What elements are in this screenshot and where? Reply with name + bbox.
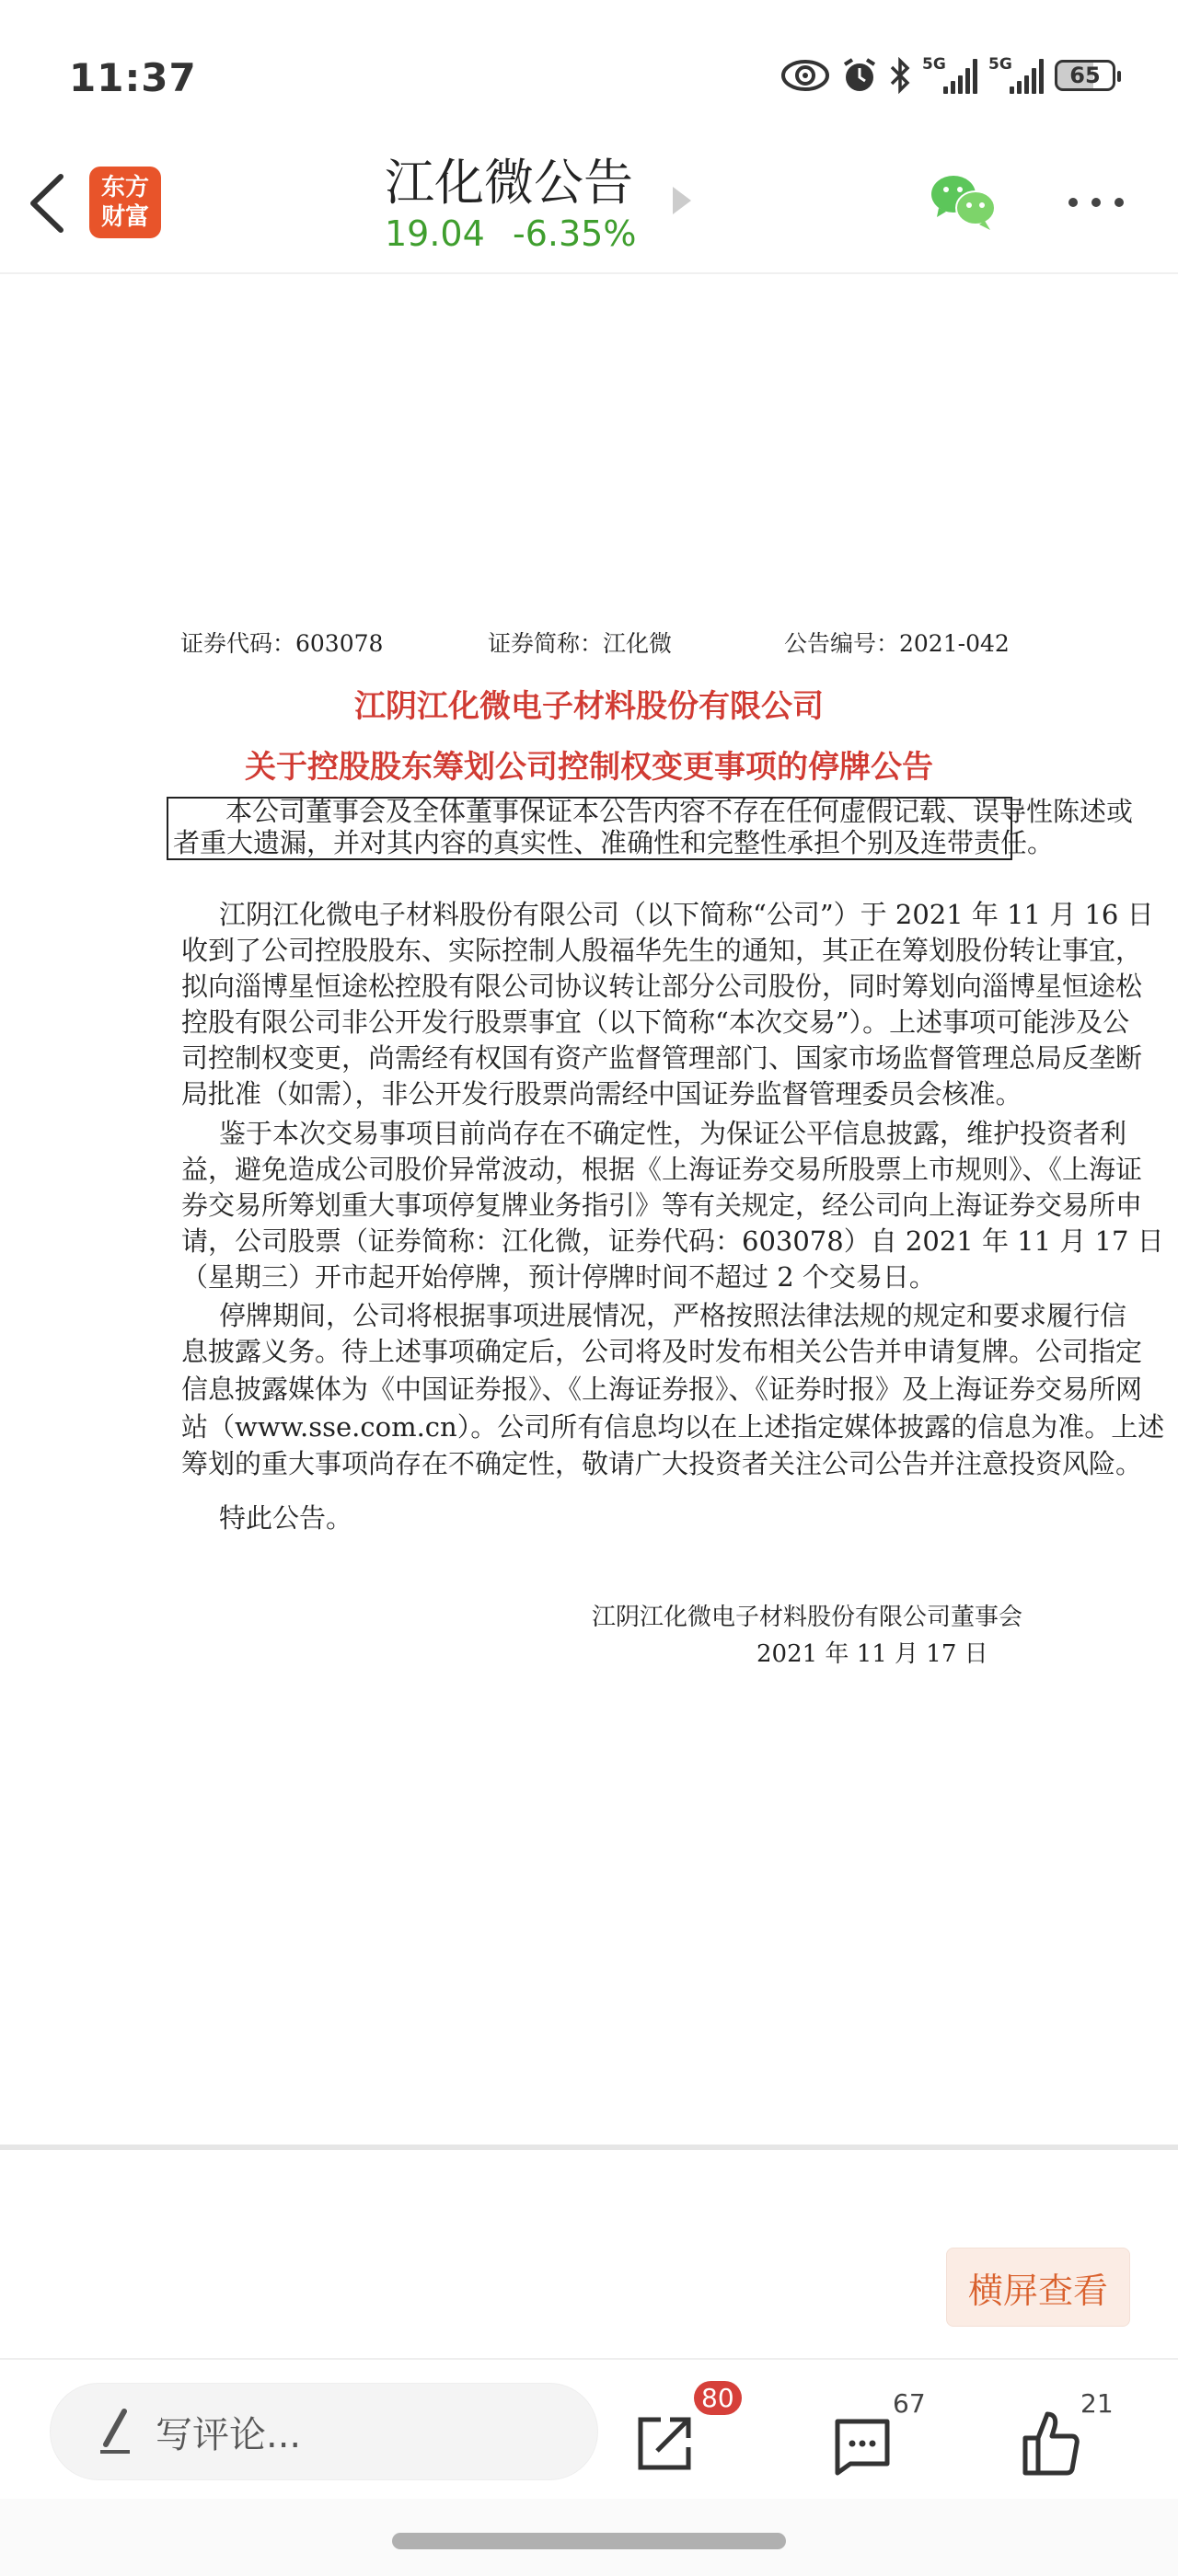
status-icons [780,57,1115,94]
content-divider [0,2145,1178,2150]
more-icon[interactable] [1066,193,1126,212]
body-line: 益，避免造成公司股价异常波动，根据《上海证券交易所股票上市规则》、《上海证 [181,1154,1143,1185]
share-count-badge: 80 [694,2381,742,2415]
notice-line: 本公司董事会及全体董事保证本公告内容不存在任何虚假记载、误导性陈述或 [225,796,1134,827]
home-indicator[interactable] [392,2533,786,2549]
network-label: 5G [922,55,946,74]
body-line: 江阴江化微电子材料股份有限公司（以下简称“公司”）于 2021 年 11 月 16 日 [219,899,1154,930]
body-line: 站（www.sse.com.cn）。公司所有信息均以在上述指定媒体披露的信息为准。上述 [181,1411,1165,1443]
body-line: 司控制权变更，尚需经有权国有资产监督管理部门、国家市场监督管理总局反垄断 [181,1042,1143,1074]
share-icon [635,2412,696,2473]
comment-icon [832,2416,893,2477]
body-line: 收到了公司控股股东、实际控制人殷福华先生的通知，其正在筹划股份转让事宜， [181,935,1143,966]
thumbs-up-icon [1020,2407,1080,2477]
body-line: 筹划的重大事项尚存在不确定性，敬请广大投资者关注公司公告并注意投资风险。 [181,1448,1143,1479]
pencil-icon [97,2408,133,2455]
landscape-view-button[interactable]: 横屏查看 [946,2248,1130,2327]
signal-icon-2 [988,57,1044,94]
security-code: 证券代码：603078 [180,630,384,657]
body-line: 券交易所筹划重大事项停复牌业务指引》等有关规定，经公司向上海证券交易所申 [181,1190,1143,1221]
status-time: 11:37 [69,55,197,100]
comments-button[interactable] [828,2388,939,2480]
bluetooth-icon [889,57,911,94]
back-chevron-icon[interactable] [26,173,66,234]
alarm-icon [841,57,878,94]
comment-count: 67 [893,2388,926,2419]
comment-placeholder: 写评论... [156,2413,302,2456]
body-line: 请，公司股票（证券简称：江化微，证券代码：603078）自 2021 年 11 月 17 日 [181,1225,1164,1257]
notice-line: 者重大遗漏，并对其内容的真实性、准确性和完整性承担个别及连带责任。 [173,827,1055,858]
logo-text: 东方 [100,174,149,201]
body-line: 局批准（如需），非公开发行股票尚需经中国证券监督管理委员会核准。 [181,1078,1022,1110]
comment-input[interactable] [50,2383,598,2480]
share-button[interactable] [635,2383,745,2475]
page-title: 江化微公告 [385,154,633,212]
body-line: （星期三）开市起开始停牌，预计停牌时间不超过 2 个交易日。 [181,1261,936,1293]
announcement-title: 关于控股股东筹划公司控制权变更事项的停牌公告 [245,749,933,786]
body-line: 鉴于本次交易事项目前尚存在不确定性，为保证公平信息披露，维护投资者利 [219,1118,1127,1149]
logo-text: 财富 [100,203,149,231]
like-count: 21 [1080,2388,1114,2419]
battery-icon: 65 [1055,60,1115,91]
signature-date: 2021 年 11 月 17 日 [756,1640,988,1668]
stock-price: 19.04 [385,213,485,254]
body-line: 信息披露媒体为《中国证券报》、《上海证券报》、《证券时报》及上海证券交易所网 [181,1374,1143,1405]
like-button[interactable] [1020,2388,1130,2480]
closing-text: 特此公告。 [219,1502,353,1534]
stock-change: -6.35% [513,213,637,254]
signal-icon-1 [922,57,977,94]
company-title: 江阴江化微电子材料股份有限公司 [354,688,824,725]
expand-arrow-icon[interactable] [670,184,694,217]
network-label: 5G [988,55,1012,74]
eye-icon [780,59,830,92]
security-short-name: 证券简称：江化微 [488,630,673,657]
eastmoney-logo [89,167,161,238]
body-line: 停牌期间，公司将根据事项进展情况，严格按照法律法规的规定和要求履行信 [219,1300,1127,1331]
header-divider [0,272,1178,274]
announcement-number: 公告编号：2021-042 [784,630,1010,657]
bottom-bar-divider [0,2358,1178,2360]
body-line: 息披露义务。待上述事项确定后，公司将及时发布相关公告并申请复牌。公司指定 [181,1336,1143,1367]
body-line: 拟向淄博星恒途松控股有限公司协议转让部分公司股份，同时筹划向淄博星恒途松 [181,971,1143,1002]
wechat-share-icon[interactable] [928,171,999,232]
signature: 江阴江化微电子材料股份有限公司董事会 [592,1604,1023,1631]
body-line: 控股有限公司非公开发行股票事宜（以下简称“本次交易”）。上述事项可能涉及公 [181,1006,1130,1038]
